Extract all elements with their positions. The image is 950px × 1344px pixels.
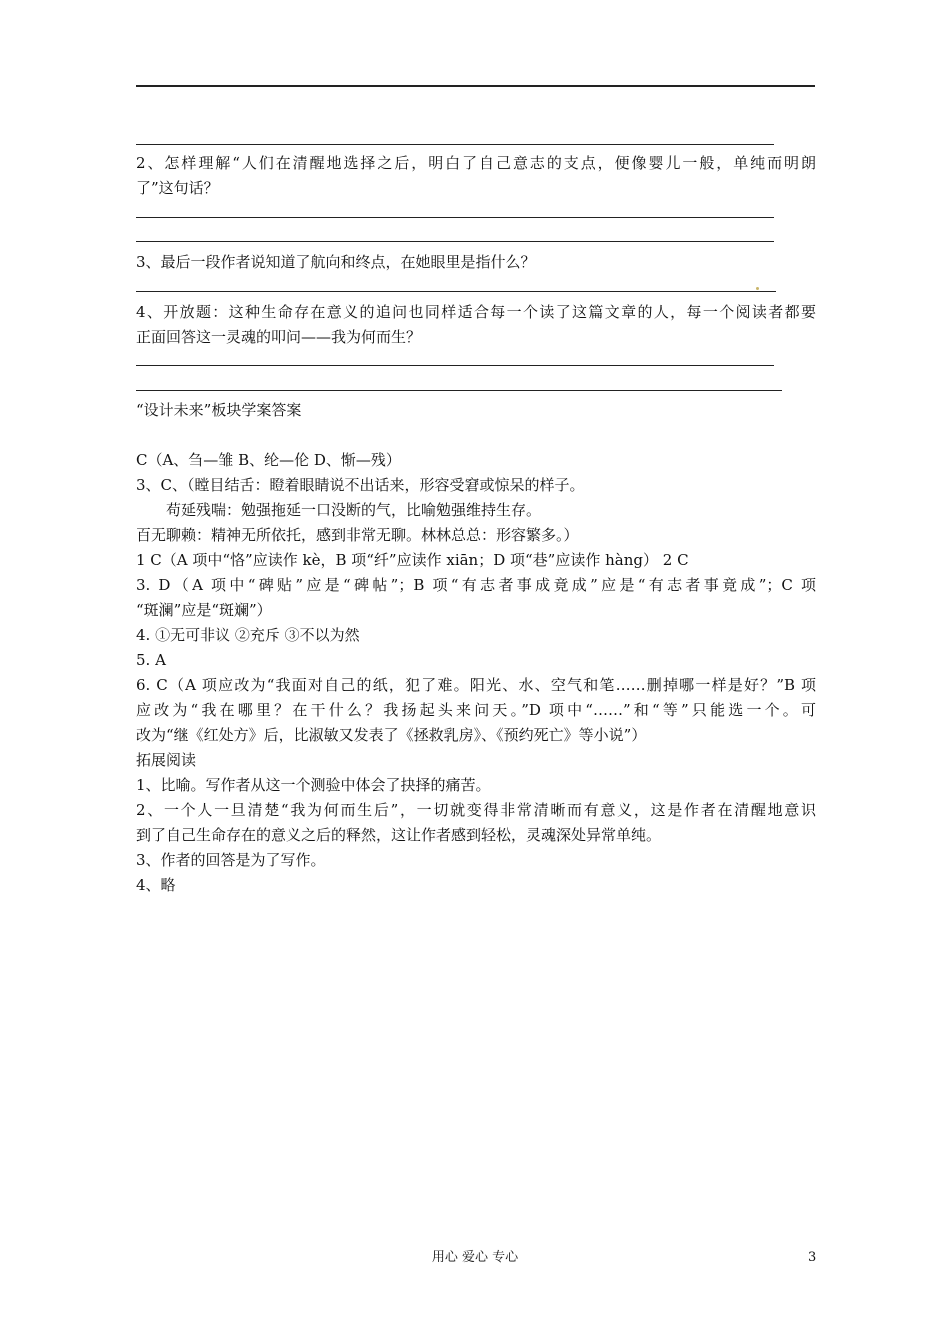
answer-3-idiom-3: 百无聊赖：精神无所依托，感到非常无聊。林林总总：形容繁多。）: [136, 526, 579, 544]
answer-3: 3、C、（瞠目结舌：瞪着眼睛说不出话来，形容受窘或惊呆的样子。: [136, 476, 585, 494]
extended-answer-3: 3、作者的回答是为了写作。: [136, 851, 326, 869]
extended-answer-2-line2: 到了自己生命存在的意义之后的释然，这让作者感到轻松，灵魂深处异常单纯。: [136, 826, 662, 844]
answer-3d-line2: “斑澜”应是“斑斓”）: [136, 601, 272, 619]
answer-3-idiom-2: 苟延残喘：勉强拖延一口没断的气，比喻勉强维持生存。: [166, 501, 542, 519]
question-2-line1: 2、怎样理解“人们在清醒地选择之后，明白了自己意志的支点，便像婴儿一般，单纯而明朗: [136, 154, 816, 172]
answer-6-line1: 6. C（A 项应改为“我面对自己的纸，犯了难。阳光、水、空气和笔……删掉哪一样是好？”B 项: [136, 676, 816, 694]
answer-blank-line: [136, 144, 774, 145]
question-4-line1: 4、开放题：这种生命存在意义的追问也同样适合每一个读了这篇文章的人，每一个阅读者都要: [136, 303, 816, 321]
extended-answer-2-line1: 2、一个人一旦清楚“我为何而生后”，一切就变得非常清晰而有意义，这是作者在清醒地意识: [136, 801, 816, 819]
extended-answer-4: 4、略: [136, 876, 176, 894]
extended-answer-1: 1、比喻。写作者从这一个测验中体会了抉择的痛苦。: [136, 776, 491, 794]
question-4-line2: 正面回答这一灵魂的叩问——我为何而生？: [136, 328, 422, 346]
question-2-line2: 了”这句话？: [136, 179, 219, 197]
answer-3d-line1: 3. D（A 项中“碑贴”应是“碑帖”；B 项“有志者事成竟成”应是“有志者事竟成”；C 项: [136, 576, 816, 594]
answer-blank-line: [136, 365, 774, 366]
page-number: 3: [808, 1250, 817, 1265]
answer-6-line2: 应改为“我在哪里？在干什么？我扬起头来问天。”D 项中“……”和“等”只能选一个。可: [136, 701, 816, 719]
answer-5: 5. A: [136, 651, 166, 669]
answer-blank-line: [136, 217, 774, 218]
answer-blank-line: [136, 241, 774, 242]
answer-blank-line: [136, 390, 782, 391]
answer-blank-line: [136, 291, 776, 292]
answer-1: 1 C（A 项中“恪”应读作 kè，B 项“纤”应读作 xiān；D 项“巷”应读作 hàng） 2 C: [136, 551, 689, 569]
scan-speck: [756, 287, 759, 290]
answer-4: 4. ①无可非议 ②充斥 ③不以为然: [136, 626, 360, 644]
answer-6-line3: 改为“继《红处方》后，比淑敏又发表了《拯救乳房》、《预约死亡》等小说”）: [136, 726, 647, 744]
top-rule: [136, 85, 815, 87]
answer-c: C（A、刍—雏 B、纶—伦 D、惭—残）: [136, 451, 401, 469]
extended-reading-heading: 拓展阅读: [136, 751, 197, 769]
footer-motto: 用心 爱心 专心: [431, 1250, 519, 1265]
question-3: 3、最后一段作者说知道了航向和终点，在她眼里是指什么？: [136, 253, 536, 271]
answers-heading: “设计未来”板块学案答案: [136, 401, 302, 419]
